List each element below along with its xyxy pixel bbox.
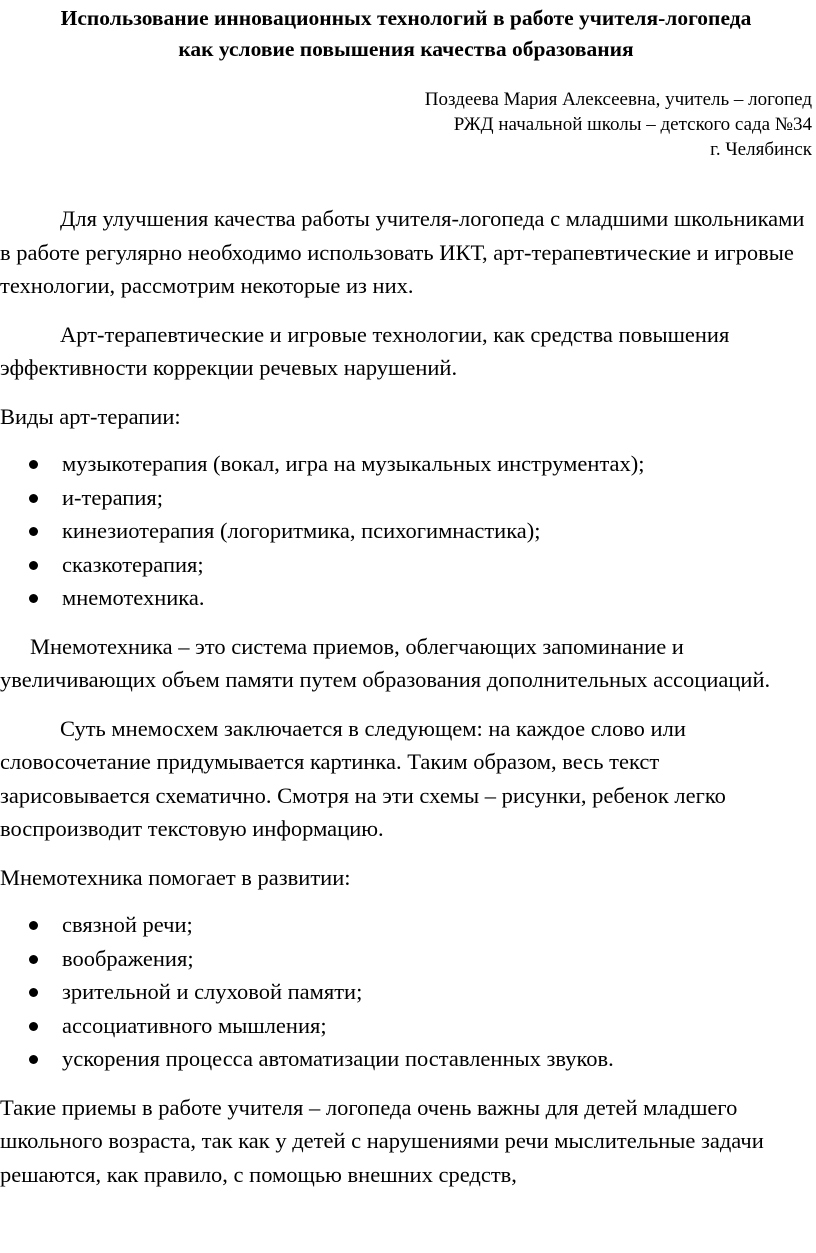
title-line-2: как условие повышения качества образования bbox=[178, 37, 634, 61]
document-body bbox=[0, 202, 812, 1191]
paragraph-intro: Для улучшения качества работы учителя-логопеда с младшими школьниками в работе регулярно необходимо использовать ИКТ, арт-терапевтические и игровые технологии, рассмотрим некоторые из них. bbox=[0, 206, 805, 298]
author-city-line: г. Челябинск bbox=[710, 139, 812, 160]
author-name-line: Поздеева Мария Алексеевна, учитель – логопед bbox=[424, 89, 812, 110]
paragraph-types-label: Виды арт-терапии: bbox=[0, 403, 181, 429]
paragraph-closing: Такие приемы в работе учителя – логопеда очень важны для детей младшего школьного возраста, так как у детей с нарушениями речи мыслительные задачи решаются, как правило, с помощью внешних средств, bbox=[0, 1094, 764, 1187]
list-item: музыкотерапия (вокал, игра на музыкальных инструментах); bbox=[0, 447, 812, 481]
development-areas-list bbox=[0, 908, 812, 1076]
author-block bbox=[0, 87, 812, 162]
list-item: сказкотерапия; bbox=[0, 548, 812, 582]
author-org-line: РЖД начальной школы – детского сада №34 bbox=[453, 114, 812, 135]
paragraph-helps-label: Мнемотехника помогает в развитии: bbox=[0, 864, 351, 890]
list-item: связной речи; bbox=[0, 908, 812, 942]
art-types-list bbox=[0, 447, 812, 615]
list-item: ассоциативного мышления; bbox=[0, 1009, 812, 1043]
list-item: и-терапия; bbox=[0, 481, 812, 515]
list-item: кинезиотерапия (логоритмика, психогимнастика); bbox=[0, 514, 812, 548]
title-line-1: Использование инновационных технологий в работе учителя-логопеда bbox=[60, 6, 752, 30]
list-item: мнемотехника. bbox=[0, 581, 812, 615]
paragraph-mnemo-definition: Мнемотехника – это система приемов, облегчающих запоминание и увеличивающих объем памяти путем образования дополнительных ассоциаций. bbox=[0, 633, 771, 692]
list-item: зрительной и слуховой памяти; bbox=[0, 975, 812, 1009]
list-item: воображения; bbox=[0, 942, 812, 976]
list-item: ускорения процесса автоматизации поставленных звуков. bbox=[0, 1042, 812, 1076]
paragraph-art-heading: Арт-терапевтические и игровые технологии, как средства повышения эффективности коррекции речевых нарушений. bbox=[0, 321, 730, 380]
document-title bbox=[0, 0, 812, 65]
paragraph-mnemo-essence: Суть мнемосхем заключается в следующем: на каждое слово или словосочетание придумывается картинка. Таким образом, весь текст зарисовывается схематично. Смотря на эти схемы – рисунки, ребенок легко воспроизводит текстовую информацию. bbox=[0, 715, 726, 841]
